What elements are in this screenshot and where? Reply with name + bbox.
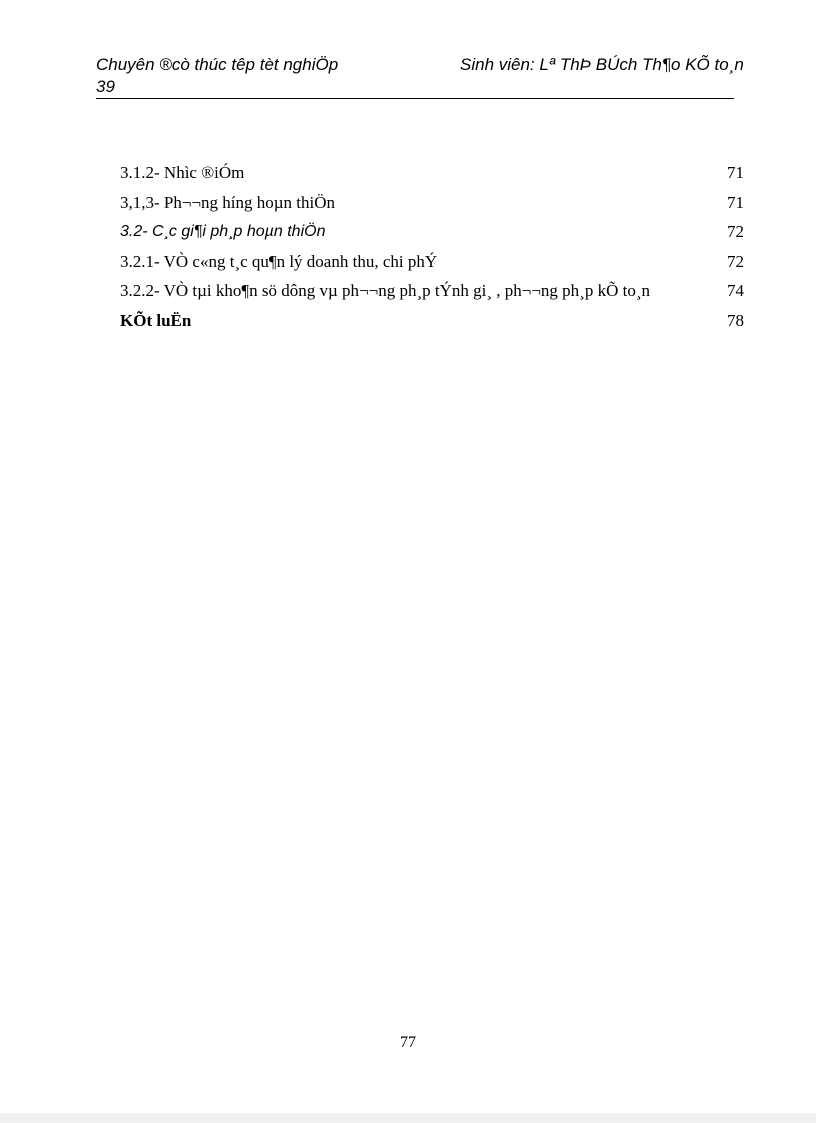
header-document-title: Chuyên ®cò thúc têp tèt nghiÖp bbox=[96, 55, 339, 74]
toc-entry-title: 3.2.2- VÒ tµi kho¶n sö dông vµ ph¬¬ng ph¸p tÝnh gi¸ , ph¬¬ng ph¸p kÕ to¸n bbox=[120, 281, 650, 300]
toc-entry-title: 3,1,3- Ph¬¬ng híng hoµn thiÖn bbox=[120, 192, 336, 212]
toc-entry-page: 74 bbox=[727, 281, 744, 300]
toc-entry-page: 71 bbox=[727, 192, 744, 212]
toc-entry bbox=[120, 188, 744, 218]
page-header bbox=[96, 52, 744, 99]
toc-entry bbox=[120, 247, 744, 277]
toc-entry-title: KÕt luËn bbox=[120, 310, 192, 330]
toc-entry bbox=[120, 217, 744, 247]
toc-entry bbox=[120, 276, 744, 306]
toc-entry bbox=[120, 158, 744, 188]
toc-entry bbox=[120, 306, 744, 336]
header-student-info: Sinh viên: Lª ThÞ BÚch Th¶o KÕ to¸n bbox=[460, 55, 744, 74]
toc-entry-page: 72 bbox=[727, 222, 744, 241]
toc-entry-page: 72 bbox=[727, 251, 744, 271]
toc-entry-page: 78 bbox=[727, 310, 744, 330]
toc-entry-title: 3.1.2- Nhìc ®iÓm bbox=[120, 163, 245, 182]
toc-entry-page: 71 bbox=[727, 163, 744, 182]
table-of-contents bbox=[120, 158, 744, 335]
page-number: 77 bbox=[400, 1034, 416, 1051]
header-number: 39 bbox=[96, 77, 115, 96]
page-bottom-edge bbox=[0, 1113, 816, 1123]
toc-entry-title: 3.2.1- VÒ c«ng t¸c qu¶n lý doanh thu, chi phÝ bbox=[120, 251, 438, 271]
toc-entry-title: 3.2- C¸c gi¶i ph¸p hoµn thiÖn bbox=[120, 223, 326, 240]
